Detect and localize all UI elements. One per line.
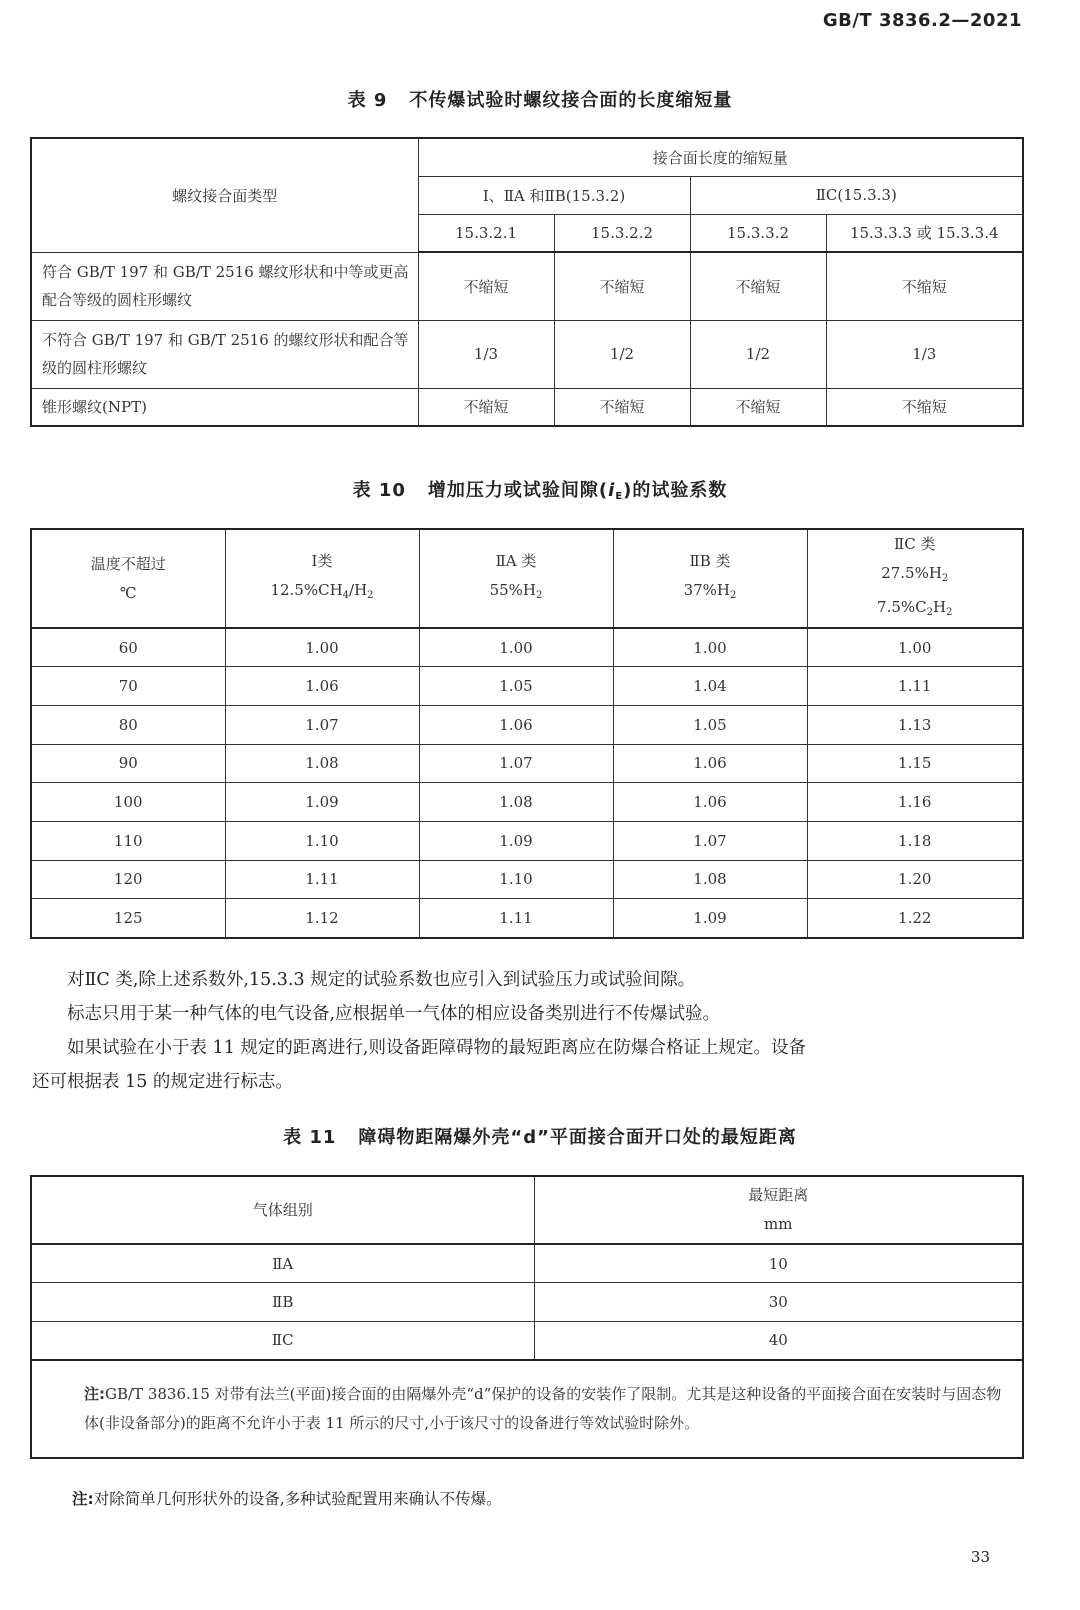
table-cell: 1.11	[419, 899, 613, 938]
table-cell: 120	[31, 860, 225, 899]
table-10-header-group-i	[225, 529, 419, 628]
table-9-clause: 15.3.3.2	[690, 214, 826, 252]
table-cell: 1.00	[807, 628, 1023, 667]
note-text: 对除简单几何形状外的设备,多种试验配置用来确认不传爆。	[93, 1490, 502, 1508]
table-cell: 1.06	[613, 744, 807, 783]
mix-sub: 2	[367, 590, 374, 601]
mix-sub: 2	[941, 573, 949, 584]
paragraph: 标志只用于某一种气体的电气设备,应根据单一气体的相应设备类别进行不传爆试验。	[67, 1004, 721, 1024]
table-9-clause: 15.3.2.2	[554, 214, 690, 252]
table-row	[31, 705, 1023, 744]
table-9-row-label: 锥形螺纹(NPT)	[31, 388, 418, 426]
table-11-caption	[0, 1123, 1080, 1149]
table-cell: 1/3	[418, 320, 554, 388]
table-9-number: 表 9	[347, 90, 388, 111]
table-cell: 30	[534, 1283, 1023, 1322]
table-row	[31, 320, 1023, 388]
table-cell: 125	[31, 899, 225, 938]
table-cell: 1.00	[225, 628, 419, 667]
table-cell: 不缩短	[554, 388, 690, 426]
table-cell: 1.10	[225, 821, 419, 860]
mix-sub: 2	[730, 590, 737, 601]
table-9-header-sub2: ⅡC(15.3.3)	[690, 176, 1023, 214]
table-10-header-temp	[31, 529, 225, 628]
header-unit: mm	[764, 1215, 793, 1233]
table-cell: 1/2	[554, 320, 690, 388]
table-cell: 1.00	[613, 628, 807, 667]
table-cell: 不缩短	[690, 388, 826, 426]
table-row	[31, 252, 1023, 320]
table-cell: 1.05	[419, 667, 613, 706]
table-cell: 10	[534, 1244, 1023, 1283]
table-10-caption	[0, 476, 1080, 502]
paragraph-continuation: 还可根据表 15 的规定进行标志。	[32, 1072, 293, 1092]
table-cell: 不缩短	[826, 388, 1023, 426]
table-cell: 不缩短	[690, 252, 826, 320]
table-cell: 1.06	[613, 783, 807, 822]
table-10-number: 表 10	[352, 480, 406, 501]
header-mix	[814, 593, 1017, 627]
table-row	[31, 783, 1023, 822]
table-cell: 不缩短	[554, 252, 690, 320]
table-9-caption	[0, 86, 1080, 112]
table-9-clause: 15.3.2.1	[418, 214, 554, 252]
table-11-note-row	[31, 1360, 1023, 1458]
table-cell: 1.22	[807, 899, 1023, 938]
table-cell: 1.10	[419, 860, 613, 899]
table-row	[31, 628, 1023, 667]
table-11-title: 障碍物距隔爆外壳“d”平面接合面开口处的最短距离	[358, 1127, 797, 1148]
table-cell: 1.09	[613, 899, 807, 938]
header-mix	[814, 559, 1017, 593]
table-cell: 1.05	[613, 705, 807, 744]
table-cell: 1.00	[419, 628, 613, 667]
table-10-title-post: )的试验系数	[623, 480, 728, 501]
table-cell: 1.08	[419, 783, 613, 822]
table-cell: 不缩短	[418, 388, 554, 426]
table-10-title-var: i	[608, 480, 616, 501]
table-cell: ⅡC	[31, 1321, 534, 1360]
table-cell: 1.20	[807, 860, 1023, 899]
header-mix	[426, 576, 607, 610]
table-9-clause: 15.3.3.3 或 15.3.3.4	[826, 214, 1023, 252]
table-11-header-distance	[534, 1176, 1023, 1244]
table-9-header-sub1: Ⅰ、ⅡA 和ⅡB(15.3.2)	[418, 176, 690, 214]
table-row	[31, 1244, 1023, 1283]
footer-note	[72, 1487, 502, 1509]
table-cell: 40	[534, 1321, 1023, 1360]
standard-code: GB/T 3836.2—2021	[822, 10, 1022, 31]
table-cell: 1.08	[225, 744, 419, 783]
table-9-title: 不传爆试验时螺纹接合面的长度缩短量	[409, 90, 733, 111]
table-9-header-group: 接合面长度的缩短量	[418, 138, 1023, 176]
note-label: 注:	[72, 1490, 94, 1508]
table-11	[30, 1175, 1024, 1459]
table-cell: 不缩短	[418, 252, 554, 320]
mix-part: 12.5%CH	[270, 581, 343, 599]
table-cell: 1.13	[807, 705, 1023, 744]
table-cell: 100	[31, 783, 225, 822]
table-cell: 1.11	[225, 860, 419, 899]
page-number: 33	[970, 1548, 990, 1566]
table-cell: 1.09	[225, 783, 419, 822]
table-cell: 1.16	[807, 783, 1023, 822]
header-mix	[620, 576, 801, 610]
table-row	[31, 821, 1023, 860]
table-10	[30, 528, 1024, 939]
table-cell: 90	[31, 744, 225, 783]
table-cell: 不缩短	[826, 252, 1023, 320]
table-cell: 1.08	[613, 860, 807, 899]
table-row	[31, 388, 1023, 426]
table-cell: 80	[31, 705, 225, 744]
table-row	[31, 899, 1023, 938]
table-row	[31, 667, 1023, 706]
table-cell: 1.12	[225, 899, 419, 938]
table-10-title-sub: E	[615, 491, 624, 502]
mix-part: H	[933, 598, 947, 616]
mix-sub: 2	[536, 590, 543, 601]
header-mix	[232, 576, 413, 610]
mix-part: /H	[349, 581, 368, 599]
table-10-header-group-iia	[419, 529, 613, 628]
table-row	[31, 744, 1023, 783]
mix-part: 55%H	[489, 581, 537, 599]
mix-part: 37%H	[683, 581, 731, 599]
header-line: 温度不超过	[90, 554, 166, 573]
table-cell: 1.07	[419, 744, 613, 783]
header-line: Ⅰ类	[311, 552, 333, 570]
table-cell: 1.07	[225, 705, 419, 744]
table-9-row-label: 符合 GB/T 197 和 GB/T 2516 螺纹形状和中等或更高配合等级的圆柱形螺纹	[31, 252, 418, 320]
table-cell: 60	[31, 628, 225, 667]
table-cell: 1.18	[807, 821, 1023, 860]
table-cell: 1.06	[225, 667, 419, 706]
table-cell: 1.15	[807, 744, 1023, 783]
header-line: ⅡC 类	[894, 535, 936, 553]
mix-sub: 2	[946, 607, 953, 618]
mix-sub: 4	[342, 590, 350, 601]
note-text: GB/T 3836.15 对带有法兰(平面)接合面的由隔爆外壳“d”保护的设备的安装作了限制。尤其是这种设备的平面接合面在安装时与固态物体(非设备部分)的距离不允许小于表 11 所示的尺寸,小于该尺寸的设备进行等效试验时除外。	[84, 1385, 1002, 1433]
table-11-header-gas-group: 气体组别	[31, 1176, 534, 1244]
table-9	[30, 137, 1024, 427]
table-cell: 1.07	[613, 821, 807, 860]
mix-part: 27.5%H	[881, 564, 942, 582]
header-line: ⅡA 类	[495, 552, 537, 570]
table-cell: 1.11	[807, 667, 1023, 706]
paragraph: 对ⅡC 类,除上述系数外,15.3.3 规定的试验系数也应引入到试验压力或试验间隙。	[67, 970, 696, 990]
table-row	[31, 1283, 1023, 1322]
table-11-note	[31, 1360, 1023, 1458]
table-cell: 70	[31, 667, 225, 706]
mix-part: 7.5%C	[877, 598, 927, 616]
header-unit: ℃	[119, 583, 137, 602]
table-10-header-group-iib	[613, 529, 807, 628]
table-cell: 1.06	[419, 705, 613, 744]
table-10-title-pre: 增加压力或试验间隙(	[427, 480, 609, 501]
table-cell: 1.04	[613, 667, 807, 706]
table-11-number: 表 11	[283, 1127, 337, 1148]
table-row	[31, 1321, 1023, 1360]
table-cell: 1/3	[826, 320, 1023, 388]
header-line: ⅡB 类	[689, 552, 731, 570]
table-cell: 1.09	[419, 821, 613, 860]
paragraph: 如果试验在小于表 11 规定的距离进行,则设备距障碍物的最短距离应在防爆合格证上规定。设备	[67, 1038, 806, 1058]
table-cell: ⅡA	[31, 1244, 534, 1283]
mix-sub: 2	[926, 607, 933, 618]
table-cell: 110	[31, 821, 225, 860]
table-cell: 1/2	[690, 320, 826, 388]
note-label: 注:	[84, 1385, 105, 1404]
table-10-header-group-iic	[807, 529, 1023, 628]
table-9-row-label: 不符合 GB/T 197 和 GB/T 2516 的螺纹形状和配合等级的圆柱形螺纹	[31, 320, 418, 388]
table-9-header-type: 螺纹接合面类型	[31, 138, 418, 252]
table-cell: ⅡB	[31, 1283, 534, 1322]
body-text	[32, 963, 1032, 1099]
table-row	[31, 860, 1023, 899]
header-line: 最短距离	[748, 1186, 809, 1204]
